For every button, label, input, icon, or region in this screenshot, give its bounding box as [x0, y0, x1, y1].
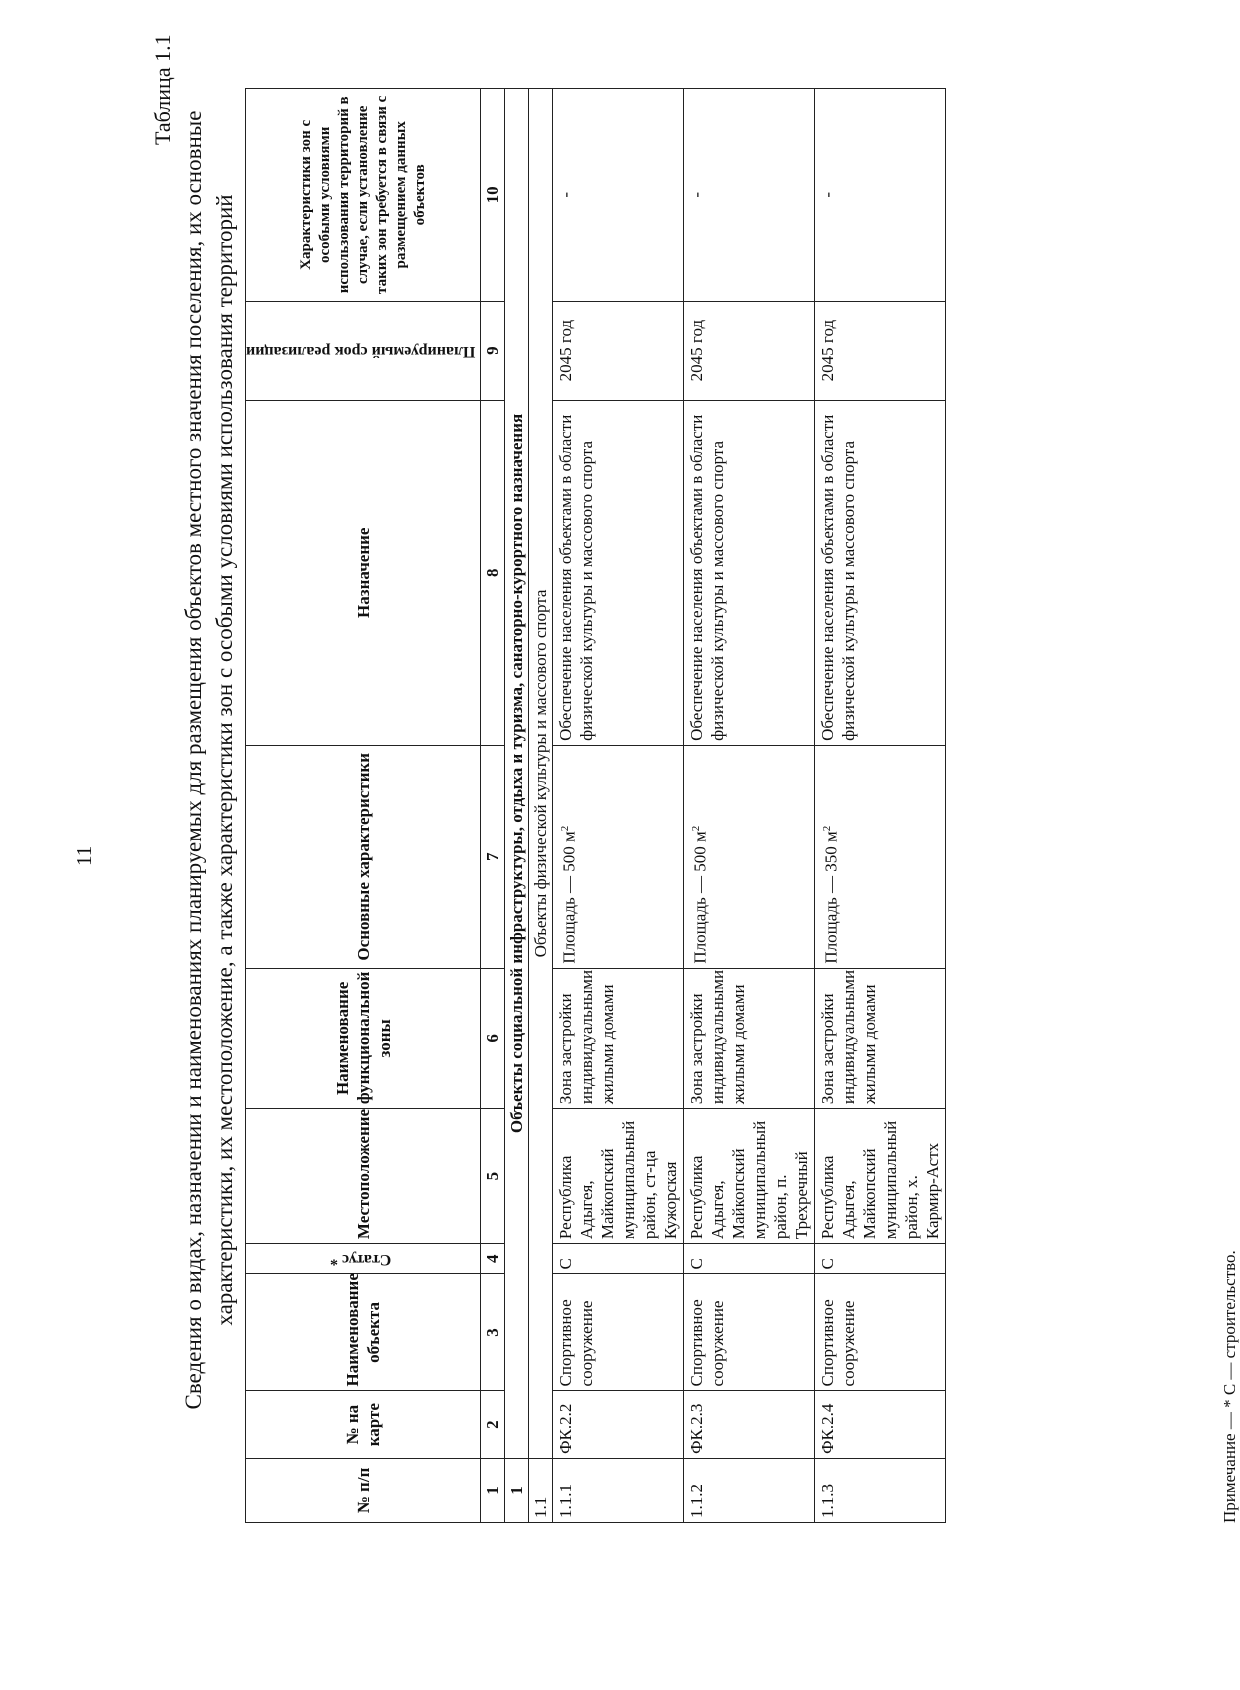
header-zone-name: Наименование функциональной зоны — [246, 968, 481, 1109]
area-unit-exponent: 2 — [821, 825, 834, 832]
row-number: 1.1.1 — [553, 1458, 684, 1522]
header-term-label: Планируемый срок реализации — [246, 342, 476, 360]
column-number: 4 — [481, 1244, 505, 1274]
table-title-line-2: характеристики, их местоположение, а также характеристики зон с особыми условиями использования территорий — [212, 194, 237, 1326]
header-status — [246, 1244, 481, 1274]
column-number: 2 — [481, 1391, 505, 1458]
column-number: 1 — [481, 1458, 505, 1522]
objects-table — [245, 88, 946, 1523]
characteristics — [684, 745, 815, 968]
header-map-number: № на карте — [246, 1391, 481, 1458]
map-number: ФК.2.4 — [815, 1391, 946, 1458]
subsection-number: 1.1 — [529, 1458, 553, 1522]
status: С — [815, 1244, 946, 1274]
purpose: Обеспечение населения объектами в области физической культуры и массового спорта — [815, 400, 946, 745]
section-title: Объекты социальной инфраструктуры, отдыха и туризма, санаторно-курортного назначения — [505, 89, 529, 1459]
purpose: Обеспечение населения объектами в области физической культуры и массового спорта — [553, 400, 684, 745]
term: 2045 год — [815, 301, 946, 400]
column-number: 9 — [481, 301, 505, 400]
map-number: ФК.2.2 — [553, 1391, 684, 1458]
object-name: Спортивное сооружение — [815, 1274, 946, 1391]
header-row — [246, 89, 481, 1523]
map-number: ФК.2.3 — [684, 1391, 815, 1458]
location: Республика Адыгея, Майкопский муниципальный район, ст-ца Кужорская — [553, 1109, 684, 1244]
table-note: Примечание — * С — строительство. — [1220, 1250, 1239, 1523]
subsection-title: Объекты физической культуры и массового спорта — [529, 89, 553, 1459]
characteristics — [815, 745, 946, 968]
row-number: 1.1.2 — [684, 1458, 815, 1522]
area-text: Площадь — 500 м — [691, 831, 711, 964]
characteristics — [553, 745, 684, 968]
section-number: 1 — [505, 1458, 529, 1522]
header-term — [246, 301, 481, 400]
area-unit-exponent: 2 — [690, 825, 703, 832]
column-number: 6 — [481, 968, 505, 1109]
table-label: Таблица 1.1 — [150, 34, 175, 145]
object-name: Спортивное сооружение — [553, 1274, 684, 1391]
purpose: Обеспечение населения объектами в области физической культуры и массового спорта — [684, 400, 815, 745]
table-row — [815, 89, 946, 1523]
status: С — [553, 1244, 684, 1274]
special-zones: - — [684, 89, 815, 302]
object-name: Спортивное сооружение — [684, 1274, 815, 1391]
row-number: 1.1.3 — [815, 1458, 946, 1522]
area-text: Площадь — 500 м — [560, 831, 580, 964]
column-number: 5 — [481, 1109, 505, 1244]
term: 2045 год — [684, 301, 815, 400]
location: Республика Адыгея, Майкопский муниципальный район, х. Кармир-Астх — [815, 1109, 946, 1244]
term: 2045 год — [553, 301, 684, 400]
table-title-line-1: Сведения о видах, назначении и наименованиях планируемых для размещения объектов местного значения поселения, их основные — [181, 110, 206, 1410]
area-unit-exponent: 2 — [559, 825, 572, 832]
header-status-label: Статус * — [330, 1250, 392, 1268]
location: Республика Адыгея, Майкопский муниципальный район, п. Трехречный — [684, 1109, 815, 1244]
area-text: Площадь — 350 м — [822, 831, 842, 964]
zone-name: Зона застройки индивидуальными жилыми домами — [815, 968, 946, 1109]
header-object-name: Наименование объекта — [246, 1274, 481, 1391]
header-num: № п/п — [246, 1458, 481, 1522]
zone-name: Зона застройки индивидуальными жилыми домами — [684, 968, 815, 1109]
column-number: 8 — [481, 400, 505, 745]
header-special-zones: Характеристики зон с особыми условиями использования территорий в случае, если установление таких зон требуется в связи с размещением данных объектов — [246, 89, 481, 302]
table-title — [178, 95, 240, 1425]
header-purpose: Назначение — [246, 400, 481, 745]
column-number: 7 — [481, 745, 505, 968]
column-number-row — [481, 89, 505, 1523]
status: С — [684, 1244, 815, 1274]
special-zones: - — [553, 89, 684, 302]
section-row — [505, 89, 529, 1523]
column-number: 10 — [481, 89, 505, 302]
subsection-row — [529, 89, 553, 1523]
header-location: Местоположение — [246, 1109, 481, 1244]
column-number: 3 — [481, 1274, 505, 1391]
page-number: 11 — [72, 845, 96, 866]
zone-name: Зона застройки индивидуальными жилыми домами — [553, 968, 684, 1109]
header-characteristics: Основные характеристики — [246, 745, 481, 968]
table-row — [553, 89, 684, 1523]
table-row — [684, 89, 815, 1523]
special-zones: - — [815, 89, 946, 302]
